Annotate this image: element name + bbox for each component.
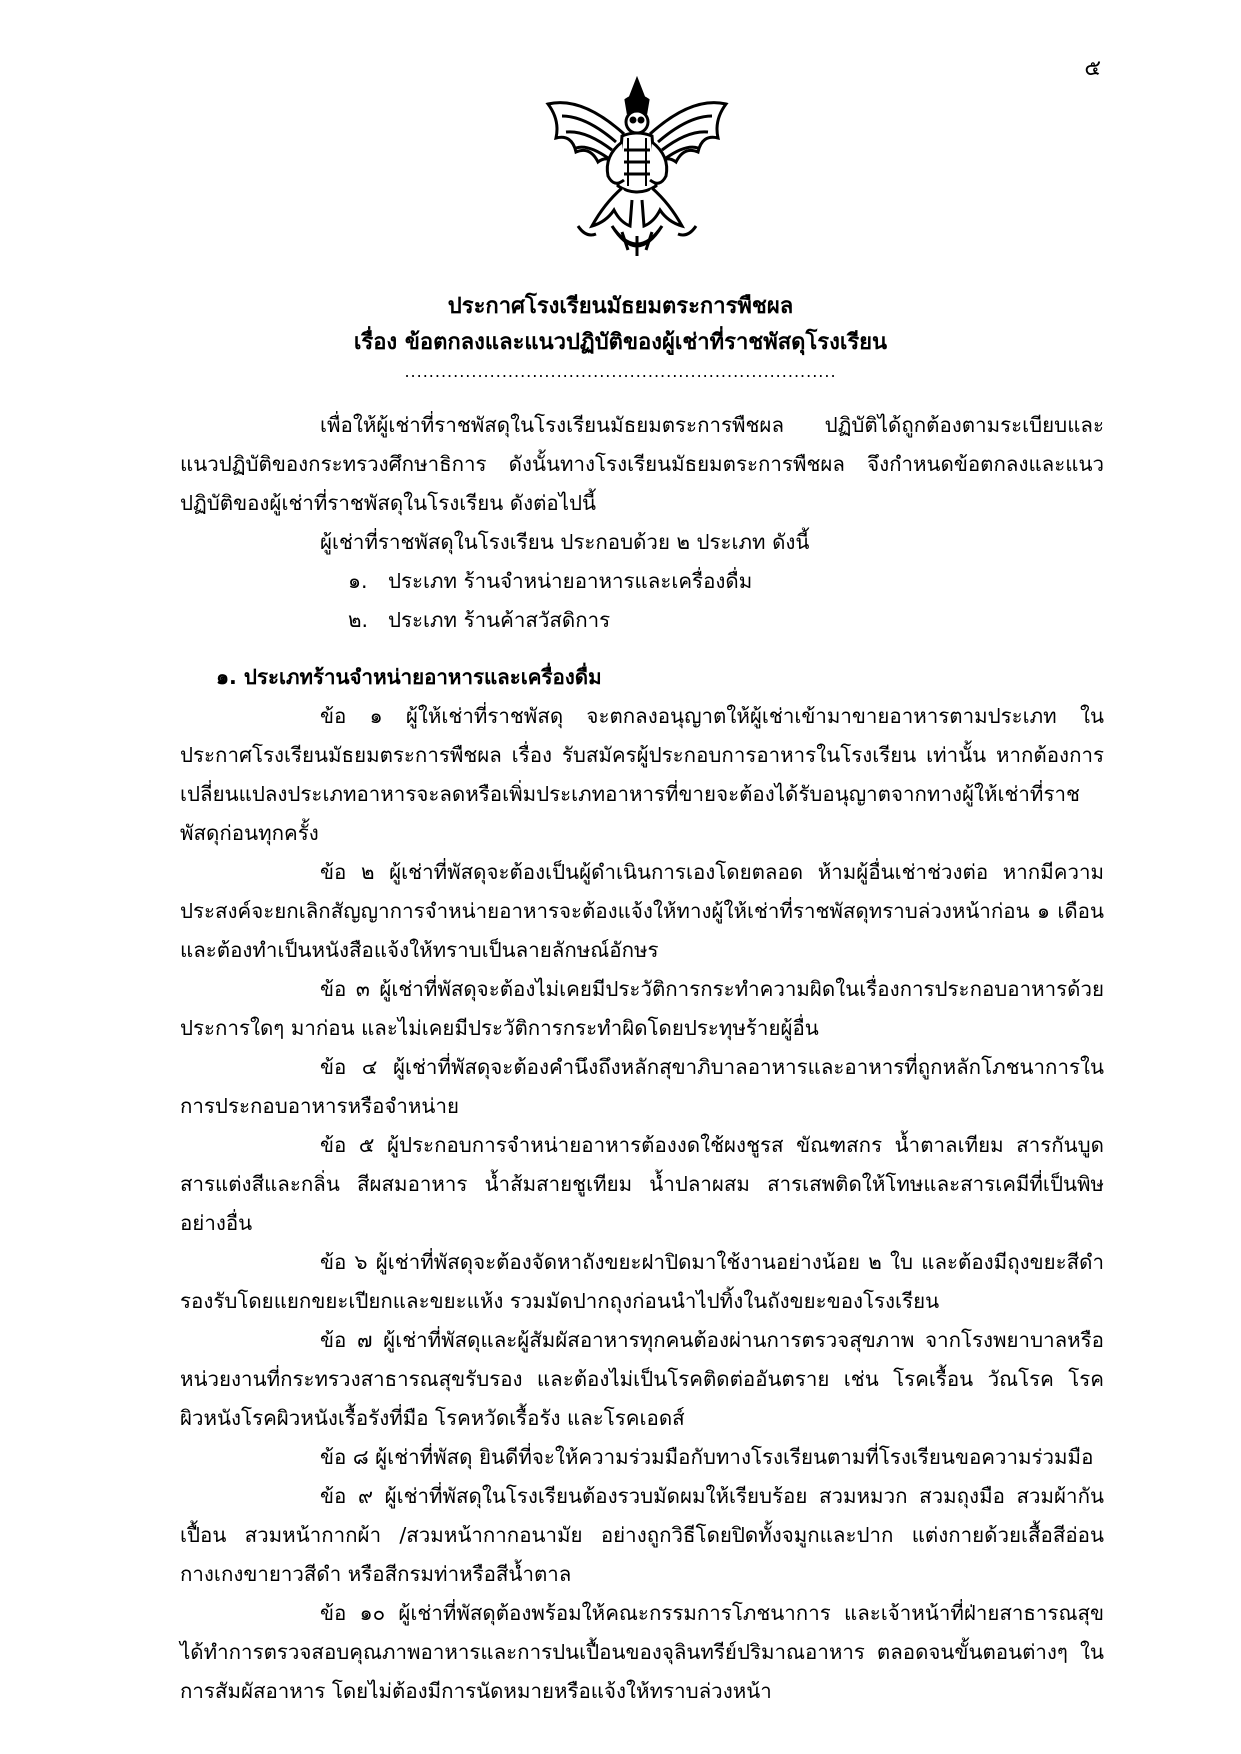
list-item [180,601,1104,640]
garuda-emblem-icon [542,76,732,266]
title-separator: ....................................................................... [404,362,837,381]
clause-5: ข้อ ๕ ผู้ประกอบการจำหน่ายอาหารต้องงดใช้ผงชูรส ขัณฑสกร น้ำตาลเทียม สารกันบูด สารแต่งสีและกลิ่น สีผสมอาหาร น้ำส้มสายชูเทียม น้ำปลาผสม สารเสพติดให้โทษและสารเคมีที่เป็นพิษอย่างอื่น [180,1133,1104,1235]
list-item [180,562,1104,601]
announcement-subject: เรื่อง ข้อตกลงและแนวปฏิบัติของผู้เช่าที่ราชพัสดุโรงเรียน [353,330,888,355]
clause-9: ข้อ ๙ ผู้เช่าที่พัสดุในโรงเรียนต้องรวบมัดผมให้เรียบร้อย สวมหมวก สวมถุงมือ สวมผ้ากันเปื้อน สวมหน้ากากผ้า /สวมหน้ากากอนามัย อย่างถูกวิธีโดยปิดทั้งจมูกและปาก แต่งกายด้วยเสื้อสีอ่อน กางเกงขายาวสีดำ หรือสีกรมท่าหรือสีน้ำตาล [180,1484,1104,1586]
list-item-text: ประเภท ร้านค้าสวัสดิการ [388,608,611,632]
clause-2: ข้อ ๒ ผู้เช่าที่พัสดุจะต้องเป็นผู้ดำเนินการเองโดยตลอด ห้ามผู้อื่นเช่าช่วงต่อ หากมีความประสงค์จะยกเลิกสัญญาการจำหน่ายอาหารจะต้องแจ้งให้ทางผู้ให้เช่าที่ราชพัสดุทราบล่วงหน้าก่อน ๑ เดือน และต้องทำเป็นหนังสือแจ้งให้ทราบเป็นลายลักษณ์อักษร [180,860,1104,962]
page-number: ๕ [1084,56,1101,81]
document-body [180,406,1104,1711]
types-intro: ผู้เช่าที่ราชพัสดุในโรงเรียน ประกอบด้วย ๒ ประเภท ดังนี้ [320,530,810,554]
clause-6: ข้อ ๖ ผู้เช่าที่พัสดุจะต้องจัดหาถังขยะฝาปิดมาใช้งานอย่างน้อย ๒ ใบ และต้องมีถุงขยะสีดำรองรับโดยแยกขยะเปียกและขยะแห้ง รวมมัดปากถุงก่อนนำไปทิ้งในถังขยะของโรงเรียน [180,1250,1104,1313]
clause-7: ข้อ ๗ ผู้เช่าที่พัสดุและผู้สัมผัสอาหารทุกคนต้องผ่านการตรวจสุขภาพ จากโรงพยาบาลหรือหน่วยงานที่กระทรวงสาธารณสุขรับรอง และต้องไม่เป็นโรคติดต่ออันตราย เช่น โรคเรื้อน วัณโรค โรคผิวหนังโรคผิวหนังเรื้อรังที่มือ โรคหวัดเรื้อรัง และโรคเอดส์ [180,1328,1104,1430]
clause-4: ข้อ ๔ ผู้เช่าที่พัสดุจะต้องคำนึงถึงหลักสุขาภิบาลอาหารและอาหารที่ถูกหลักโภชนาการในการประกอบอาหารหรือจำหน่าย [180,1055,1104,1118]
intro-paragraph: เพื่อให้ผู้เช่าที่ราชพัสดุในโรงเรียนมัธยมตระการพืชผล ปฏิบัติได้ถูกต้องตามระเบียบและแนวปฏิบัติของกระทรวงศึกษาธิการ ดังนั้นทางโรงเรียนมัธยมตระการพืชผล จึงกำหนดข้อตกลงและแนวปฏิบัติของผู้เช่าที่ราชพัสดุในโรงเรียน ดังต่อไปนี้ [180,413,1104,515]
list-item-text: ประเภท ร้านจำหน่ายอาหารและเครื่องดื่ม [388,569,753,593]
clause-10: ข้อ ๑๐ ผู้เช่าที่พัสดุต้องพร้อมให้คณะกรรมการโภชนาการ และเจ้าหน้าที่ฝ่ายสาธารณสุขได้ทำการตรวจสอบคุณภาพอาหารและการปนเปื้อนของจุลินทรีย์ปริมาณอาหาร ตลอดจนขั้นตอนต่างๆ ในการสัมผัสอาหาร โดยไม่ต้องมีการนัดหมายหรือแจ้งให้ทราบล่วงหน้า [180,1601,1104,1703]
list-item-number: ๑. [348,569,368,593]
clause-3: ข้อ ๓ ผู้เช่าที่พัสดุจะต้องไม่เคยมีประวัติการกระทำความผิดในเรื่องการประกอบอาหารด้วยประการใดๆ มาก่อน และไม่เคยมีประวัติการกระทำผิดโดยประทุษร้ายผู้อื่น [180,977,1104,1040]
announcement-title: ประกาศโรงเรียนมัธยมตระการพืชผล [447,294,794,319]
clause-8: ข้อ ๘ ผู้เช่าที่พัสดุ ยินดีที่จะให้ความร่วมมือกับทางโรงเรียนตามที่โรงเรียนขอความร่วมมือ [320,1445,1094,1469]
list-item-number: ๒. [348,608,369,632]
section-heading: ๑. ประเภทร้านจำหน่ายอาหารและเครื่องดื่ม [216,665,602,689]
clause-1: ข้อ ๑ ผู้ให้เช่าที่ราชพัสดุ จะตกลงอนุญาตให้ผู้เช่าเข้ามาขายอาหารตามประเภท ในประกาศโรงเรียนมัธยมตระการพืชผล เรื่อง รับสมัครผู้ประกอบการอาหารในโรงเรียน เท่านั้น หากต้องการเปลี่ยนแปลงประเภทอาหารจะลดหรือเพิ่มประเภทอาหารที่ขายจะต้องได้รับอนุญาตจากทางผู้ให้เช่าที่ราชพัสดุก่อนทุกครั้ง [180,704,1104,845]
